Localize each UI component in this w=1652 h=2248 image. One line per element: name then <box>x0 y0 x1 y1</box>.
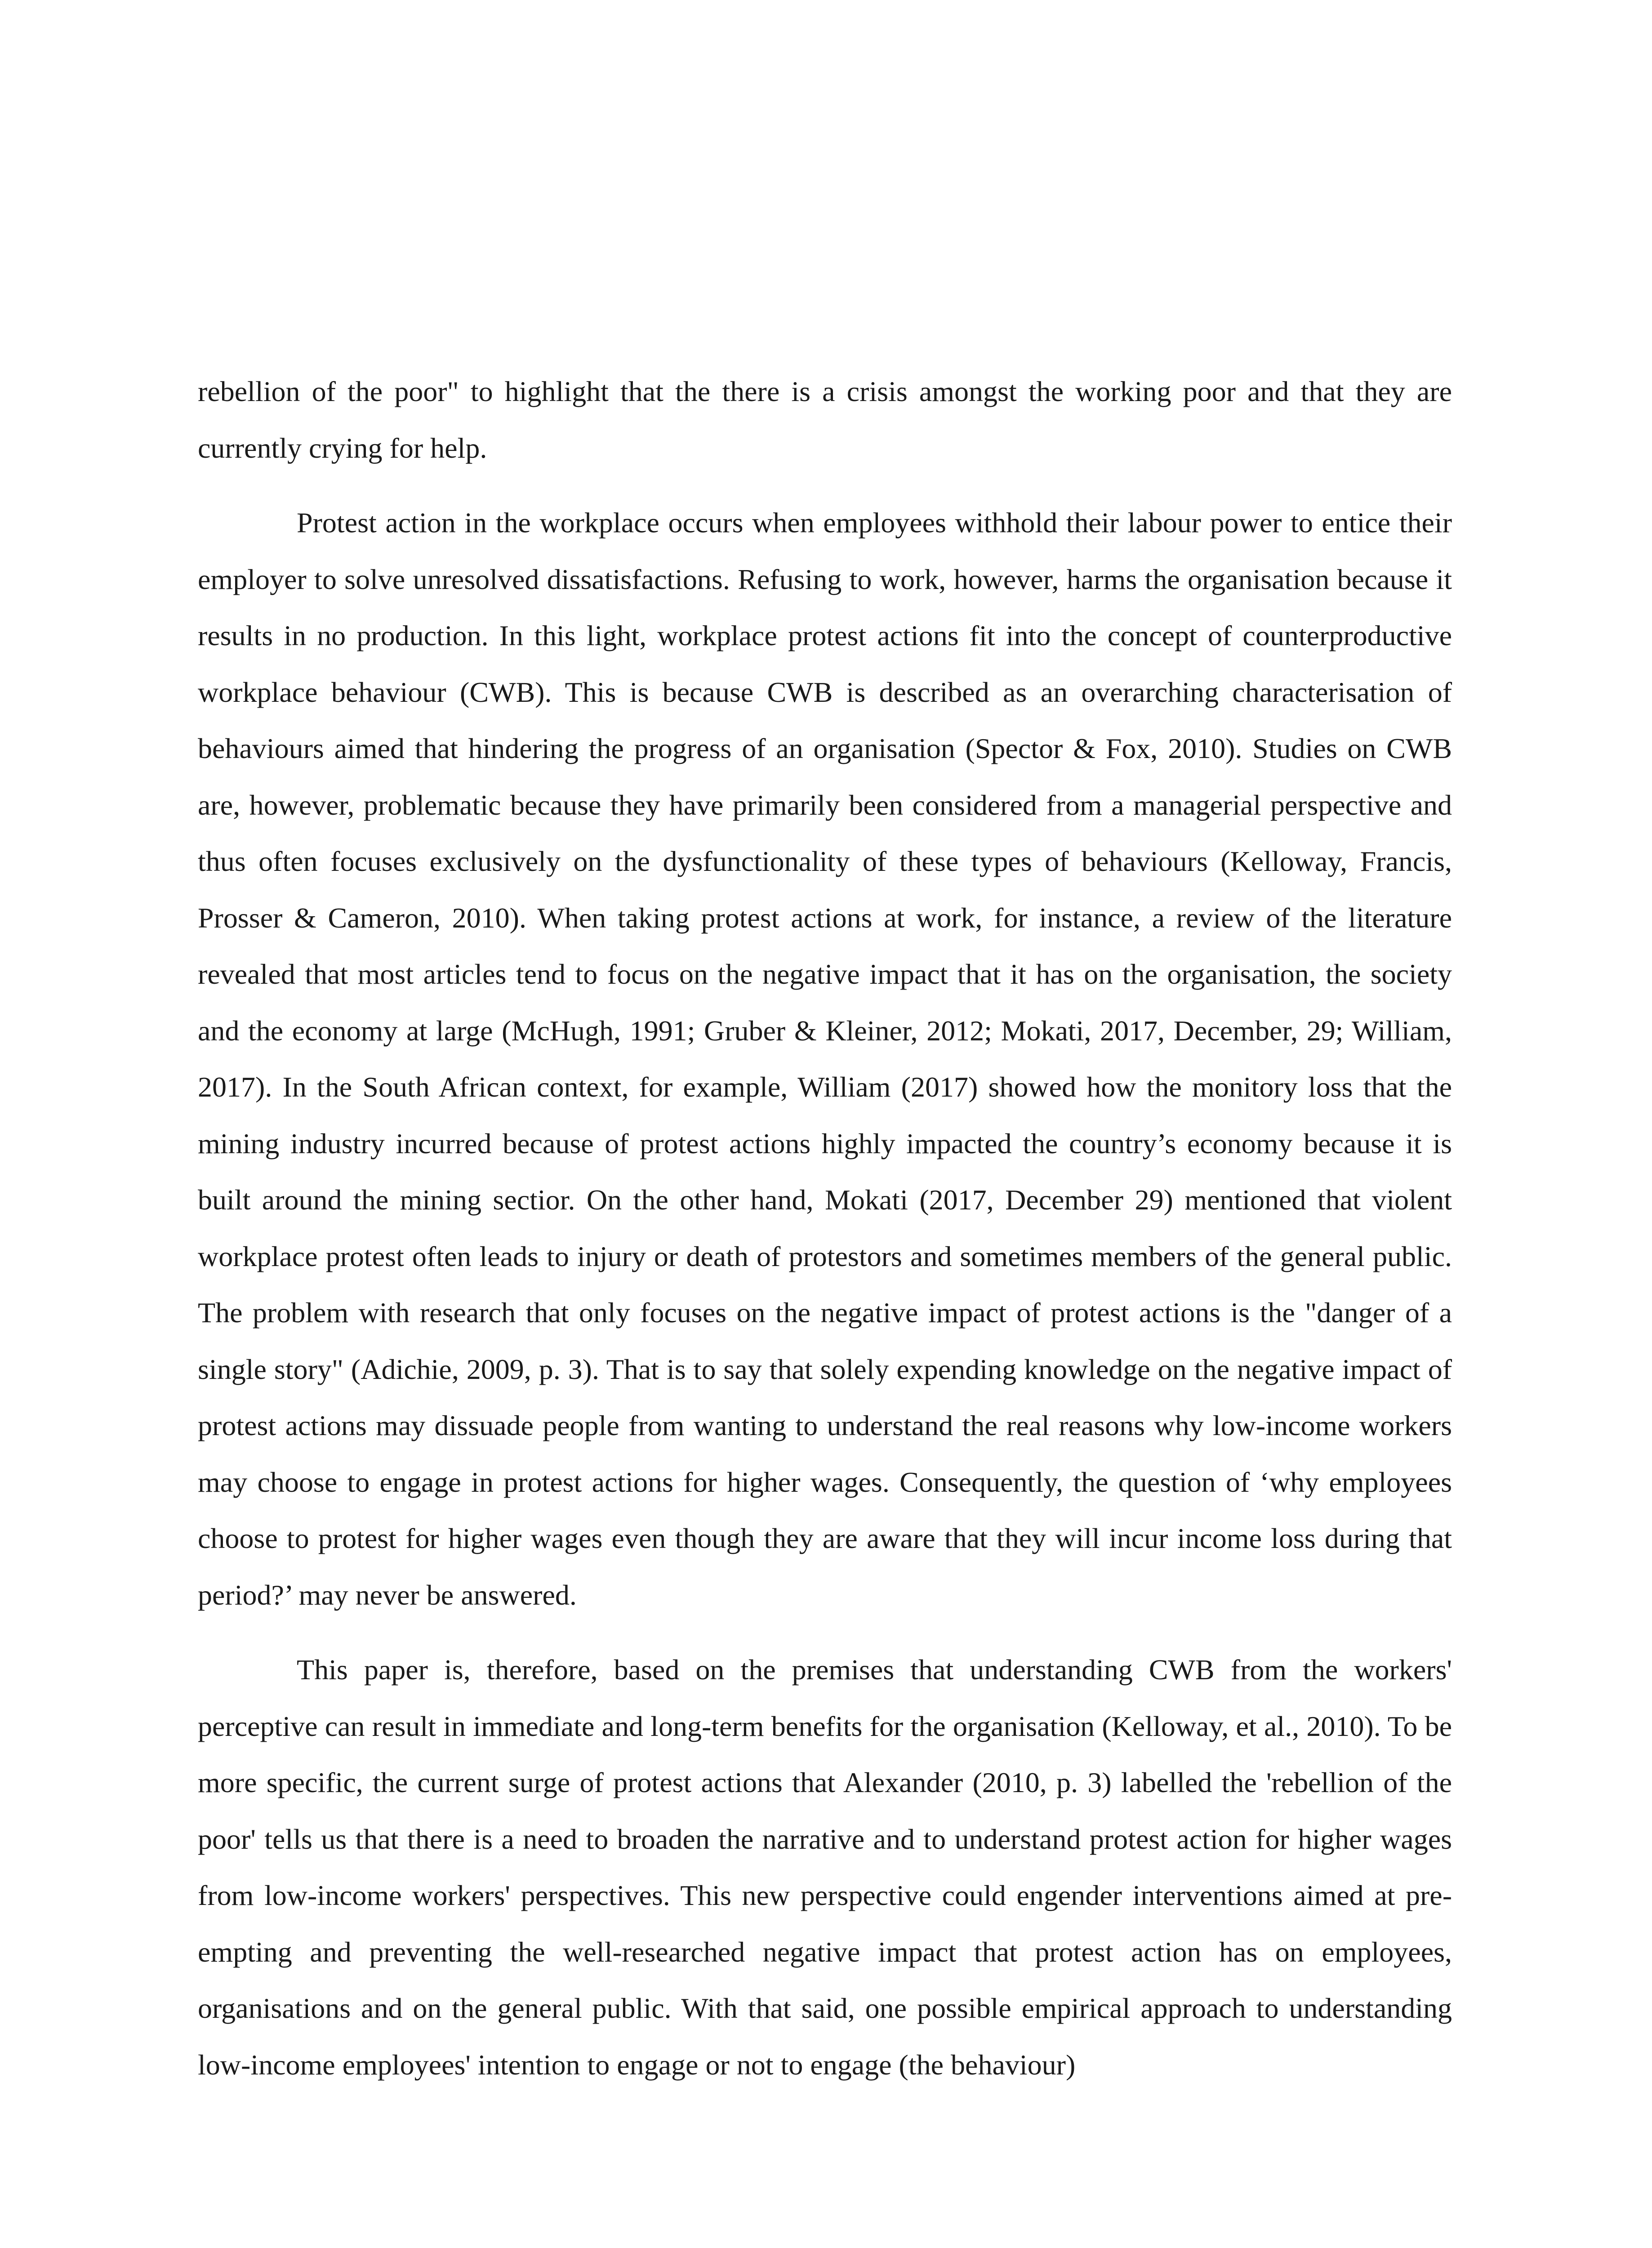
body-text <box>198 363 1452 2093</box>
paragraph-continuation: rebellion of the poor" to highlight that the there is a crisis amongst the working poor and that they are currently crying for help. <box>198 375 1452 464</box>
paragraph-protest-action: Protest action in the workplace occurs when employees withhold their labour power to entice their employer to solve unresolved dissatisfactions. Refusing to work, however, harms the organisation because it results in no production. In this light, workplace protest actions fit into the concept of counterproductive workplace behaviour (CWB). This is because CWB is described as an overarching characterisation of behaviours aimed that hindering the progress of an organisation (Spector & Fox, 2010). Studies on CWB are, however, problematic because they have primarily been considered from a managerial perspective and thus often focuses exclusively on the dysfunctionality of these types of behaviours (Kelloway, Francis, Prosser & Cameron, 2010). When taking protest actions at work, for instance, a review of the literature revealed that most articles tend to focus on the negative impact that it has on the organisation, the society and the economy at large (McHugh, 1991; Gruber & Kleiner, 2012; Mokati, 2017, December, 29; William, 2017). In the South African context, for example, William (2017) showed how the monitory loss that the mining industry incurred because of protest actions highly impacted the country’s economy because it is built around the mining sectior. On the other hand, Mokati (2017, December 29) mentioned that violent workplace protest often leads to injury or death of protestors and sometimes members of the general public. The problem with research that only focuses on the negative impact of protest actions is the "danger of a single story" (Adichie, 2009, p. 3). That is to say that solely expending knowledge on the negative impact of protest actions may dissuade people from wanting to understand the real reasons why low-income workers may choose to engage in protest actions for higher wages. Consequently, the question of ‘why employees choose to protest for higher wages even though they are aware that they will incur income loss during that period?’ may never be answered. <box>198 507 1452 1611</box>
paragraph-paper-premise: This paper is, therefore, based on the premises that understanding CWB from the workers' perceptive can result in immediate and long-term benefits for the organisation (Kelloway, et al., 2010). To be more specific, the current surge of protest actions that Alexander (2010, p. 3) labelled the 'rebellion of the poor' tells us that there is a need to broaden the narrative and to understand protest action for higher wages from low-income workers' perspectives. This new perspective could engender interventions aimed at pre-empting and preventing the well-researched negative impact that protest action has on employees, organisations and on the general public. With that said, one possible empirical approach to understanding low-income employees' intention to engage or not to engage (the behaviour) <box>198 1654 1452 2081</box>
